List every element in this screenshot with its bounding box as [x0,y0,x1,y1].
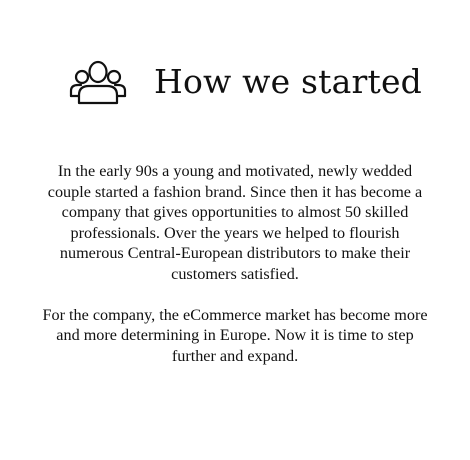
page-title: How we started [154,62,423,101]
people-group-icon [66,58,130,108]
intro-paragraph-1: In the early 90s a young and motivated, newly wedded couple started a fashion brand. Since then it has become a company that gives opportunities to almost 50 skilled professionals. Over the years we helped to flourish numerous Central-European distributors to make their customers satisfied. [47,162,423,283]
section-header [0,58,470,114]
intro-paragraph-2: For the company, the eCommerce market has become more and more determining in Europe. Now it is time to step further and expand. [42,305,428,365]
intro-text [40,161,430,366]
